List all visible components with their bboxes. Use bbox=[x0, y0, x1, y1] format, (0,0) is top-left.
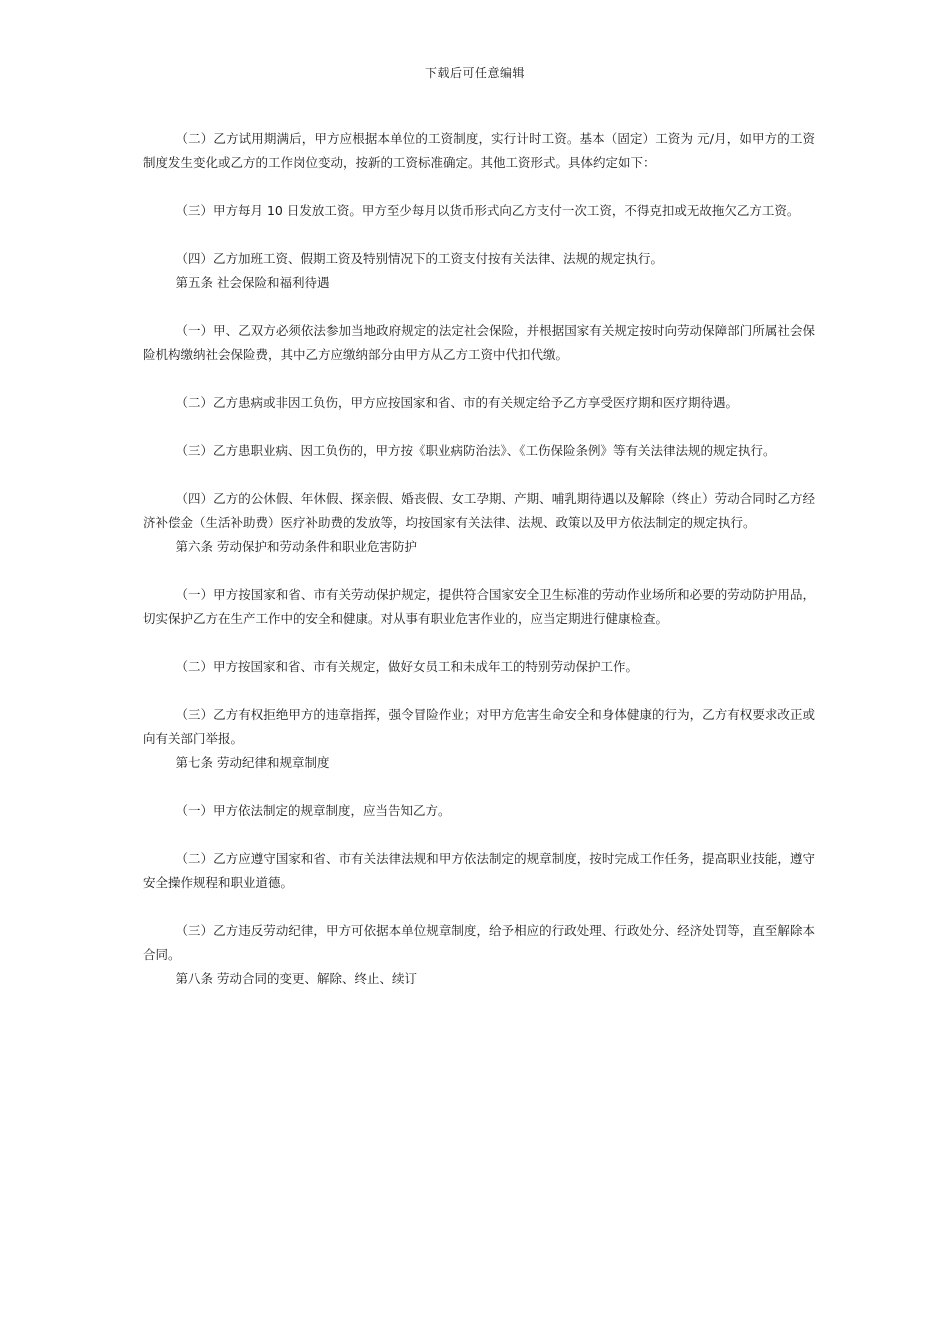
clause-7-item-1: （一）甲方依法制定的规章制度，应当告知乙方。 bbox=[175, 803, 451, 818]
clause-5-item-3: （三）乙方患职业病、因工负伤的，甲方按《职业病防治法》、《工伤保险条例》等有关法律法规的规定执行。 bbox=[175, 443, 776, 458]
clause-7-item-2: （二）乙方应遵守国家和省、市有关法律法规和甲方依法制定的规章制度，按时完成工作任务，提高职业技能，遵守安全操作规程和职业道德。 bbox=[143, 851, 815, 890]
clause-4-item-3: （三）甲方每月 10 日发放工资。甲方至少每月以货币形式向乙方支付一次工资，不得克扣或无故拖欠乙方工资。 bbox=[175, 203, 800, 218]
clause-4-item-4: （四）乙方加班工资、假期工资及特别情况下的工资支付按有关法律、法规的规定执行。 bbox=[175, 251, 664, 266]
clause-5-item-4: （四）乙方的公休假、年休假、探亲假、婚丧假、女工孕期、产期、哺乳期待遇以及解除（终止）劳动合同时乙方经济补偿金（生活补助费）医疗补助费的发放等，均按国家有关法律、法规、政策以及甲方依法制定的规定执行。 bbox=[143, 491, 815, 530]
page-header: 下载后可任意编辑 bbox=[424, 66, 525, 80]
clause-6-item-3: （三）乙方有权拒绝甲方的违章指挥，强令冒险作业；对甲方危害生命安全和身体健康的行为，乙方有权要求改正或向有关部门举报。 bbox=[143, 707, 815, 746]
clause-7-heading: 第七条 劳动纪律和规章制度 bbox=[175, 755, 330, 770]
clause-6-heading: 第六条 劳动保护和劳动条件和职业危害防护 bbox=[175, 539, 417, 554]
clause-6-item-1: （一）甲方按国家和省、市有关劳动保护规定，提供符合国家安全卫生标准的劳动作业场所和必要的劳动防护用品，切实保护乙方在生产工作中的安全和健康。对从事有职业危害作业的，应当定期进行健康检查。 bbox=[143, 587, 815, 626]
clause-8-heading: 第八条 劳动合同的变更、解除、终止、续订 bbox=[175, 971, 417, 986]
clause-5-item-1: （一）甲、乙双方必须依法参加当地政府规定的法定社会保险，并根据国家有关规定按时向劳动保障部门所属社会保险机构缴纳社会保险费，其中乙方应缴纳部分由甲方从乙方工资中代扣代缴。 bbox=[143, 323, 815, 362]
clause-5-heading: 第五条 社会保险和福利待遇 bbox=[175, 275, 330, 290]
clause-5-item-2: （二）乙方患病或非因工负伤，甲方应按国家和省、市的有关规定给予乙方享受医疗期和医疗期待遇。 bbox=[175, 395, 739, 410]
clause-7-item-3: （三）乙方违反劳动纪律，甲方可依据本单位规章制度，给予相应的行政处理、行政处分、经济处罚等，直至解除本合同。 bbox=[143, 923, 815, 962]
clause-6-item-2: （二）甲方按国家和省、市有关规定，做好女员工和未成年工的特别劳动保护工作。 bbox=[175, 659, 639, 674]
document-body bbox=[143, 127, 815, 991]
clause-4-item-2: （二）乙方试用期满后，甲方应根据本单位的工资制度，实行计时工资。基本（固定）工资为 元/月，如甲方的工资制度发生变化或乙方的工作岗位变动，按新的工资标准确定。其他工资形式。具体约定如下： bbox=[143, 131, 815, 170]
